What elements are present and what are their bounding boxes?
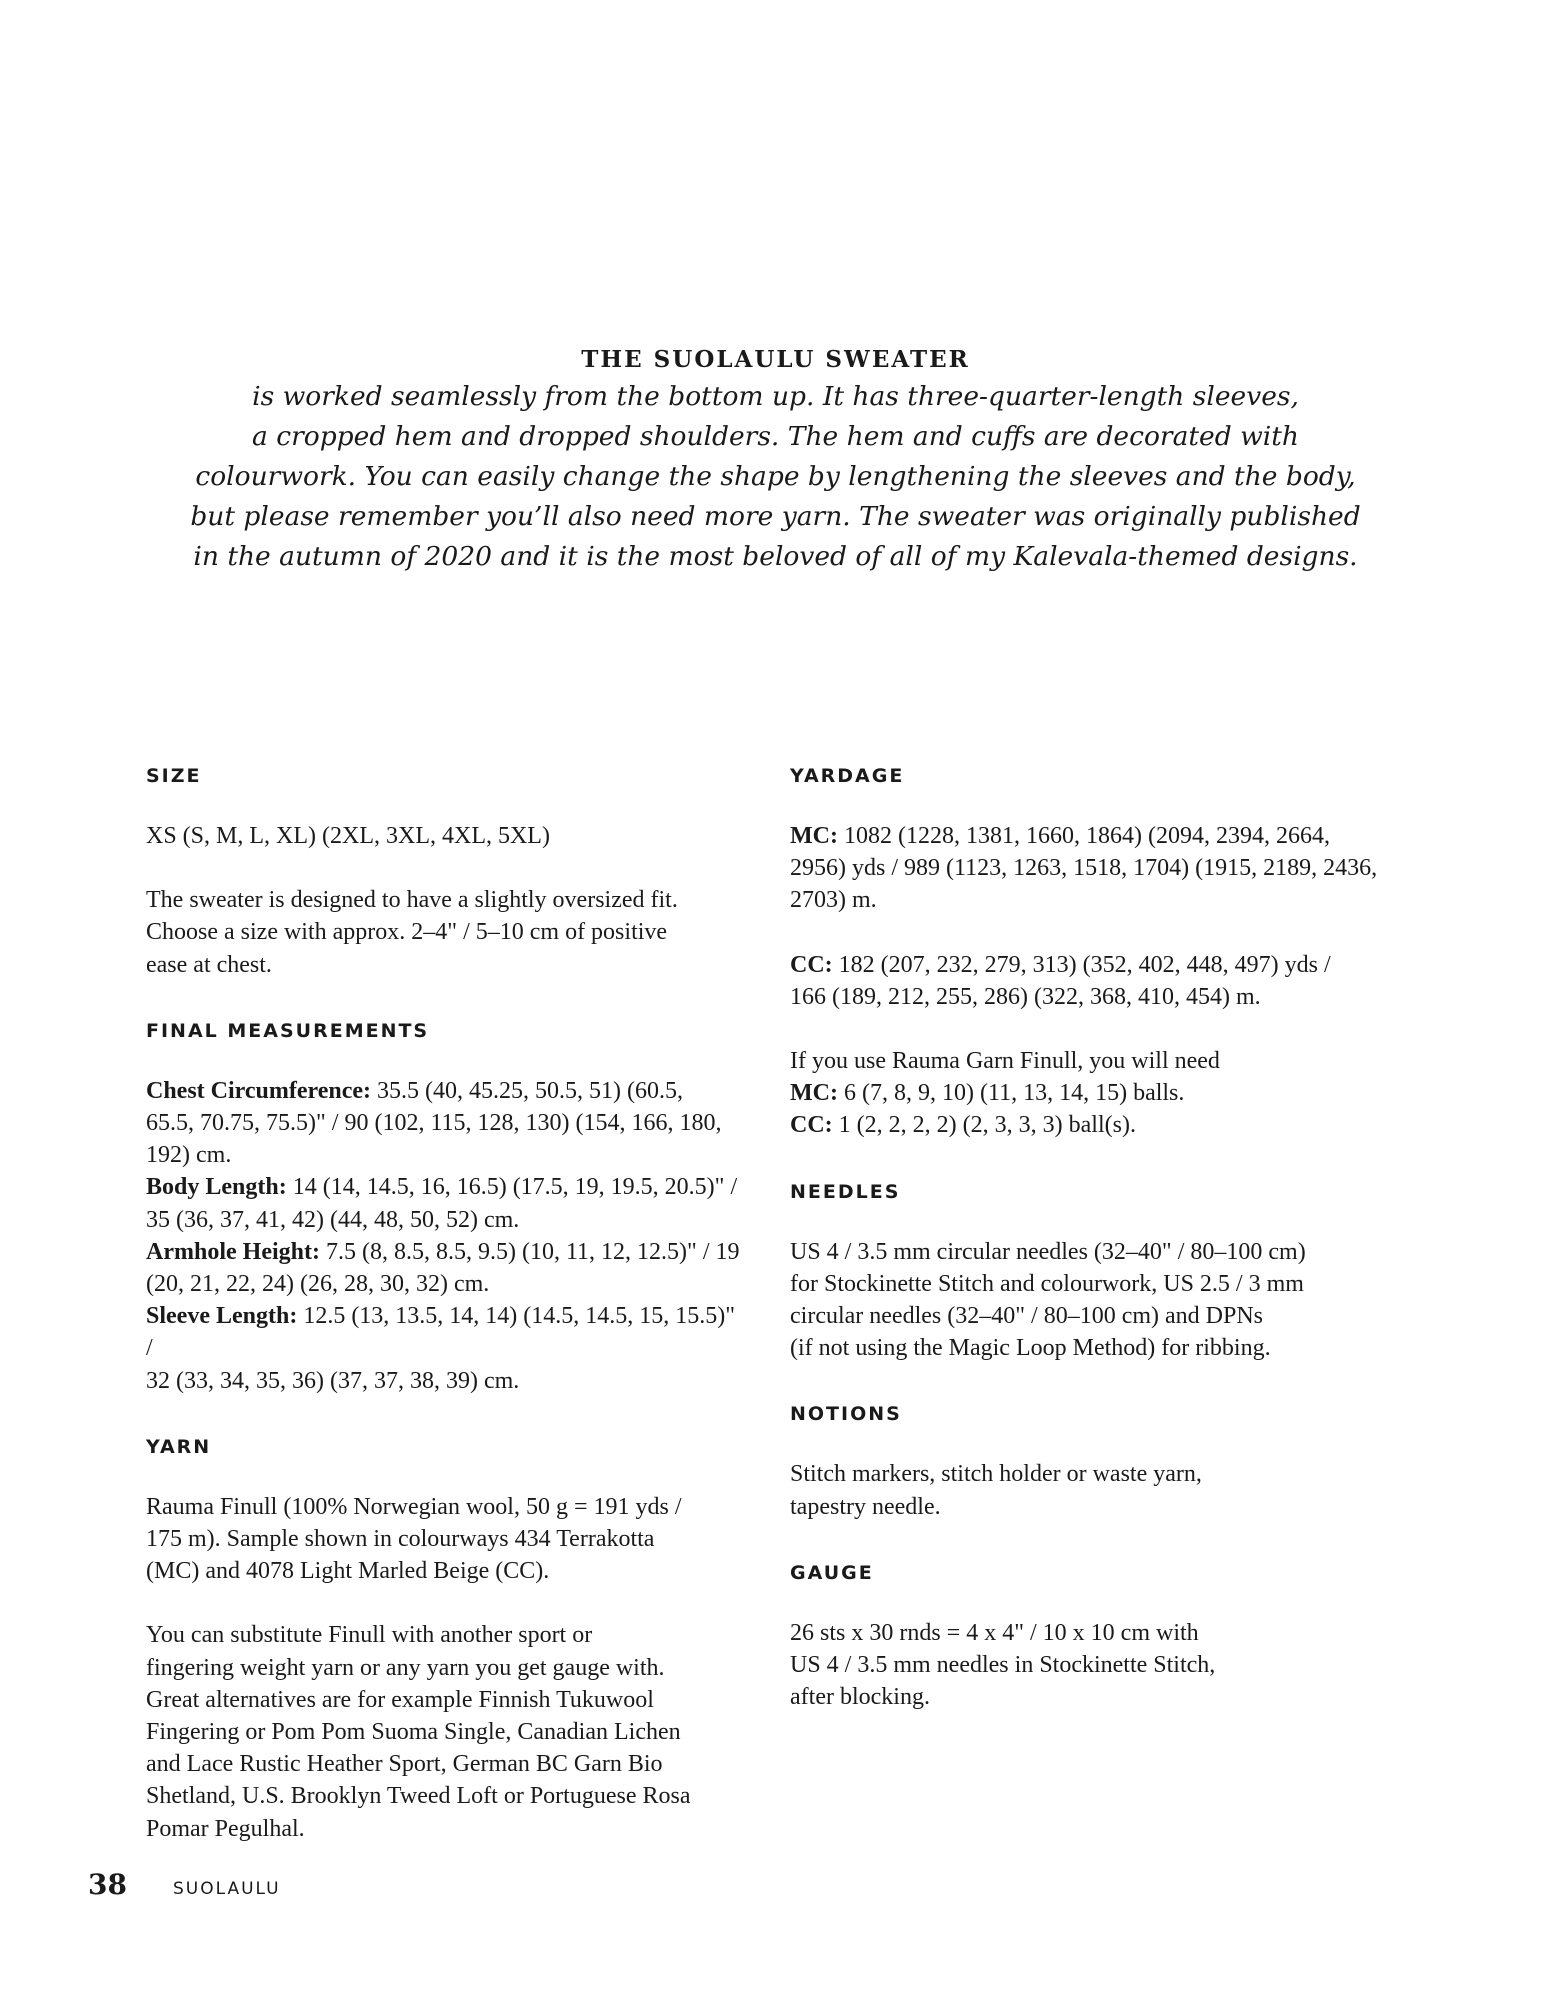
chest-line: 65.5, 70.75, 75.5)" / 90 (102, 115, 128, 130) (154, 166, 180,: [146, 1110, 722, 1137]
gauge-heading: GAUGE: [790, 1561, 874, 1584]
needles-line: circular needles (32–40" / 80–100 cm) and DPNs: [790, 1303, 1264, 1330]
pattern-title: THE SUOLAULU SWEATER: [581, 346, 970, 373]
gauge-line: US 4 / 3.5 mm needles in Stockinette Stitch,: [790, 1652, 1216, 1679]
cc-line: 166 (189, 212, 255, 286) (322, 368, 410, 454) m.: [790, 983, 1261, 1010]
alt-line: Pomar Pegulhal.: [146, 1815, 305, 1842]
finull-cc-label: CC:: [790, 1112, 833, 1139]
chest-line: 192) cm.: [146, 1142, 232, 1169]
chest-value: 35.5 (40, 45.25, 50.5, 51) (60.5,: [371, 1077, 684, 1104]
yarn-alternatives: [146, 1619, 746, 1844]
yarn-line: (MC) and 4078 Light Marled Beige (CC).: [146, 1558, 550, 1585]
needles-line: US 4 / 3.5 mm circular needles (32–40" / 80–100 cm): [790, 1238, 1306, 1265]
gauge-line: 26 sts x 30 rnds = 4 x 4" / 10 x 10 cm with: [790, 1619, 1199, 1646]
notions-text: [790, 1458, 1390, 1522]
running-head: SUOLAULU: [172, 1879, 281, 1899]
finull-mc-label: MC:: [790, 1080, 838, 1107]
yarn-line: Rauma Finull (100% Norwegian wool, 50 g = 191 yds /: [146, 1493, 682, 1520]
intro-line: colourwork. You can easily change the shape by lengthening the sleeves and the body,: [195, 461, 1356, 492]
mc-value: 1082 (1228, 1381, 1660, 1864) (2094, 2394, 2664,: [837, 823, 1330, 849]
armhole-line: (20, 21, 22, 24) (26, 28, 30, 32) cm.: [146, 1271, 490, 1298]
intro-line: in the autumn of 2020 and it is the most beloved of all of my Kalevala-themed designs.: [193, 541, 1358, 572]
sleeve-label: Sleeve Length:: [146, 1303, 298, 1330]
mc-line: 2703) m.: [790, 887, 877, 914]
sleeve-line: 32 (33, 34, 35, 36) (37, 37, 38, 39) cm.: [146, 1367, 520, 1394]
cc-line: [790, 949, 1390, 981]
needles-line: for Stockinette Stitch and colourwork, US 2.5 / 3 mm: [790, 1270, 1304, 1297]
size-heading: SIZE: [146, 765, 202, 787]
finull-intro: If you use Rauma Garn Finull, you will need: [790, 1048, 1220, 1075]
sleeve-line: [146, 1300, 746, 1364]
finull-cc-line: [790, 1109, 1390, 1141]
gauge-line: after blocking.: [790, 1684, 930, 1711]
intro-line: is worked seamlessly from the bottom up. It has three-quarter-length sleeves,: [252, 381, 1299, 412]
finull-cc-value: 1 (2, 2, 2, 2) (2, 3, 3, 3) ball(s).: [832, 1112, 1136, 1139]
alt-line: fingering weight yarn or any yarn you get gauge with.: [146, 1654, 665, 1681]
body-value: 14 (14, 14.5, 16, 16.5) (17.5, 19, 19.5, 20.5)" /: [286, 1174, 738, 1201]
sleeve-value: 12.5 (13, 13.5, 14, 14) (14.5, 14.5, 15, 15.5)" /: [146, 1303, 736, 1362]
body-line: [146, 1171, 746, 1203]
cc-yardage: [790, 949, 1390, 1013]
mc-line: 2956) yds / 989 (1123, 1263, 1518, 1704) (1915, 2189, 2436,: [790, 855, 1378, 882]
intro-paragraph: [0, 377, 1551, 577]
yarn-heading: YARN: [146, 1435, 212, 1458]
mc-line: [790, 820, 1390, 852]
intro-line: but please remember you’ll also need more yarn. The sweater was originally published: [190, 501, 1361, 532]
armhole-value: 7.5 (8, 8.5, 8.5, 9.5) (10, 11, 12, 12.5)" / 19: [319, 1238, 740, 1265]
body-line: 35 (36, 37, 41, 42) (44, 48, 50, 52) cm.: [146, 1206, 520, 1233]
final-measurements-heading: FINAL MEASUREMENTS: [146, 1019, 430, 1042]
alt-line: Shetland, U.S. Brooklyn Tweed Loft or Portuguese Rosa: [146, 1783, 691, 1810]
cc-value: 182 (207, 232, 279, 313) (352, 402, 448, 497) yds /: [832, 951, 1331, 978]
cc-label: CC:: [790, 951, 833, 978]
armhole-label: Armhole Height:: [146, 1238, 320, 1265]
finull-mc-line: [790, 1077, 1390, 1109]
page-number: 38: [88, 1868, 127, 1901]
finull-mc-value: 6 (7, 8, 9, 10) (11, 13, 14, 15) balls.: [837, 1080, 1185, 1107]
chest-line: [146, 1075, 746, 1107]
needles-heading: NEEDLES: [790, 1180, 901, 1203]
notions-heading: NOTIONS: [790, 1403, 902, 1426]
needles-text: [790, 1236, 1390, 1365]
mc-yardage: [790, 820, 1390, 917]
alt-line: You can substitute Finull with another sport or: [146, 1622, 593, 1649]
chest-label: Chest Circumference:: [146, 1077, 372, 1104]
intro-line: a cropped hem and dropped shoulders. The hem and cuffs are decorated with: [252, 421, 1299, 452]
yarn-line: 175 m). Sample shown in colourways 434 Terrakotta: [146, 1526, 655, 1553]
notions-line: tapestry needle.: [790, 1493, 941, 1520]
left-column: [146, 764, 746, 1845]
fit-line: Choose a size with approx. 2–4" / 5–10 cm of positive: [146, 919, 668, 946]
alt-line: Fingering or Pom Pom Suoma Single, Canadian Lichen: [146, 1719, 681, 1746]
yardage-heading: YARDAGE: [790, 765, 905, 787]
alt-line: Great alternatives are for example Finnish Tukuwool: [146, 1686, 654, 1713]
mc-label: MC:: [790, 823, 838, 849]
page-footer: [88, 1868, 281, 1908]
yarn-description: [146, 1491, 746, 1588]
body-label: Body Length:: [146, 1174, 287, 1201]
right-column: [790, 764, 1390, 1713]
fit-line: ease at chest.: [146, 951, 272, 978]
fit-line: The sweater is designed to have a slightly oversized fit.: [146, 887, 678, 914]
finull-balls: [790, 1045, 1390, 1142]
measurements-list: [146, 1075, 746, 1397]
size-list: XS (S, M, L, XL) (2XL, 3XL, 4XL, 5XL): [146, 823, 550, 849]
gauge-text: [790, 1617, 1390, 1714]
intro-block: [0, 343, 1551, 577]
fit-note: [146, 884, 746, 981]
alt-line: and Lace Rustic Heather Sport, German BC Garn Bio: [146, 1751, 663, 1778]
notions-line: Stitch markers, stitch holder or waste yarn,: [790, 1461, 1202, 1488]
armhole-line: [146, 1236, 746, 1268]
needles-line: (if not using the Magic Loop Method) for ribbing.: [790, 1335, 1271, 1362]
